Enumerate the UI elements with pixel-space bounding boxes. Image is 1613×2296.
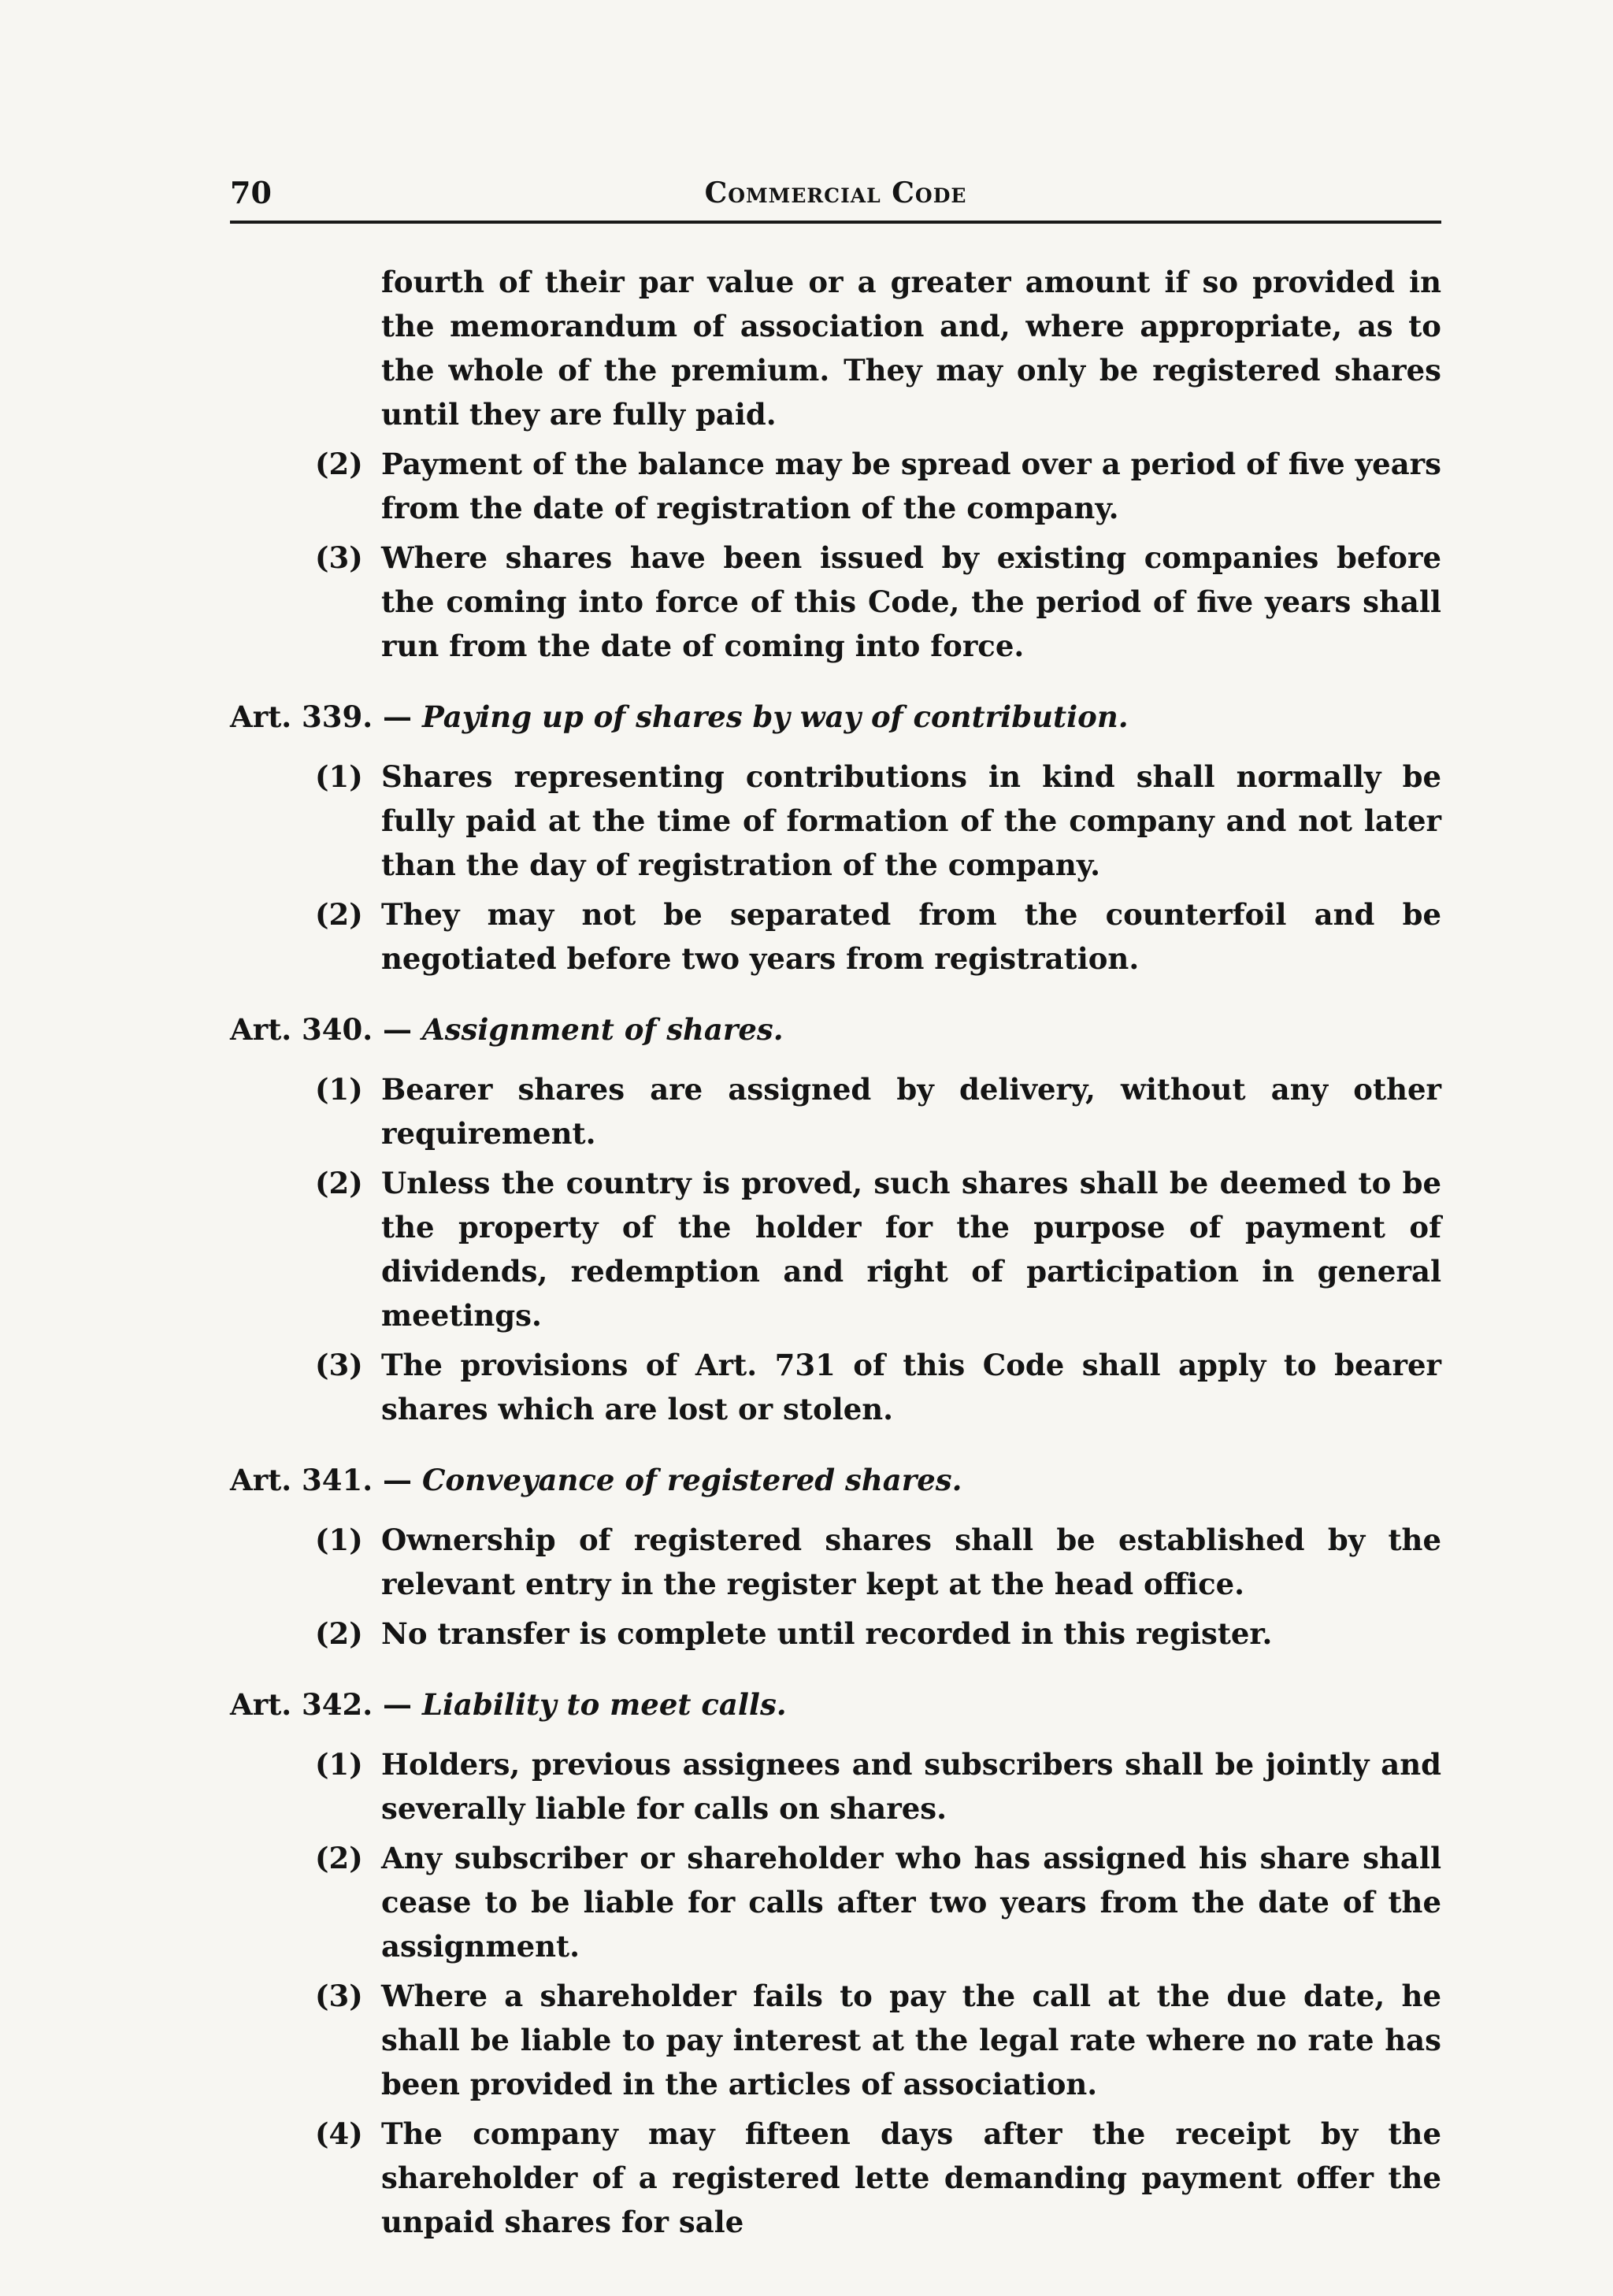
clause xyxy=(230,1612,1441,1656)
article-label: Art. 340. — xyxy=(230,1012,413,1047)
clause-text: Shares representing contributions in kind shall normally be fully paid at the time of formation of the company and not later than the day of registration of the company. xyxy=(381,759,1441,882)
clause xyxy=(230,1343,1441,1431)
clause-text: Where shares have been issued by existing companies before the coming into force of this Code, the period of five years shall run from the date of coming into force. xyxy=(381,540,1441,663)
article-label: Art. 339. — xyxy=(230,699,413,734)
clause-text: Holders, previous assignees and subscribers shall be jointly and severally liable for calls on shares. xyxy=(381,1747,1441,1826)
clause-text: Ownership of registered shares shall be established by the relevant entry in the register kept at the head office. xyxy=(381,1523,1441,1601)
clause-text: Where a shareholder fails to pay the call at the due date, he shall be liable to pay interest at the legal rate where no rate has been provided in the articles of association. xyxy=(381,1979,1441,2101)
clause-number: (1) xyxy=(315,1072,363,1107)
clause-number: (1) xyxy=(315,759,363,794)
article-heading xyxy=(230,695,1441,739)
clause-text: Any subscriber or shareholder who has assigned his share shall cease to be liable for calls after two years from the date of the assignment. xyxy=(381,1841,1441,1964)
clause-text: Payment of the balance may be spread over a period of five years from the date of registration of the company. xyxy=(381,447,1441,525)
continuation-paragraph: fourth of their par value or a greater amount if so provided in the memorandum of association and, where appropriate, as to the whole of the premium. They may only be registered shares until they are fully paid. xyxy=(381,265,1441,432)
clause-number: (2) xyxy=(315,1841,363,1875)
article-label: Art. 342. — xyxy=(230,1687,413,1722)
article-title: Liability to meet calls. xyxy=(421,1687,787,1722)
clause xyxy=(230,442,1441,530)
clause-text: Bearer shares are assigned by delivery, without any other requirement. xyxy=(381,1072,1441,1151)
clause xyxy=(230,1974,1441,2106)
clause-text: No transfer is complete until recorded in this register. xyxy=(381,1616,1273,1651)
clause-number: (2) xyxy=(315,447,363,481)
clause-number: (1) xyxy=(315,1523,363,1557)
clause-number: (4) xyxy=(315,2116,363,2151)
clause-number: (2) xyxy=(315,897,363,932)
clause-number: (2) xyxy=(315,1616,363,1651)
clause xyxy=(230,536,1441,668)
page-header xyxy=(230,175,1441,214)
clause-number: (3) xyxy=(315,540,363,575)
page-number: 70 xyxy=(230,175,272,210)
clause-text: The provisions of Art. 731 of this Code shall apply to bearer shares which are lost or stolen. xyxy=(381,1348,1441,1426)
header-rule xyxy=(230,221,1441,224)
clause xyxy=(230,1067,1441,1155)
article-heading xyxy=(230,1458,1441,1502)
clause xyxy=(230,1836,1441,1968)
clause xyxy=(230,1518,1441,1606)
clause-text: Unless the country is proved, such shares shall be deemed to be the property of the holder for the purpose of payment of dividends, redemption and right of participation in general meetings. xyxy=(381,1166,1441,1333)
clause xyxy=(230,755,1441,887)
clause xyxy=(230,1161,1441,1337)
article-title: Assignment of shares. xyxy=(421,1012,784,1047)
article-title: Paying up of shares by way of contribution. xyxy=(421,699,1129,734)
clause-number: (1) xyxy=(315,1747,363,1782)
article-title: Conveyance of registered shares. xyxy=(421,1463,962,1497)
clause-number: (2) xyxy=(315,1166,363,1200)
page-body xyxy=(230,260,1441,2244)
running-title: Commercial Code xyxy=(704,176,967,210)
article-heading xyxy=(230,1682,1441,1727)
article-heading xyxy=(230,1007,1441,1052)
clause xyxy=(230,1742,1441,1830)
article-label: Art. 341. — xyxy=(230,1463,413,1497)
clause xyxy=(230,2112,1441,2244)
clause-number: (3) xyxy=(315,1348,363,1382)
clause-text: They may not be separated from the counterfoil and be negotiated before two years from registration. xyxy=(381,897,1441,976)
clause-number: (3) xyxy=(315,1979,363,2013)
clause-text: The company may fifteen days after the receipt by the shareholder of a registered lette demanding payment offer the unpaid shares for sale xyxy=(381,2116,1441,2239)
clause xyxy=(230,892,1441,981)
